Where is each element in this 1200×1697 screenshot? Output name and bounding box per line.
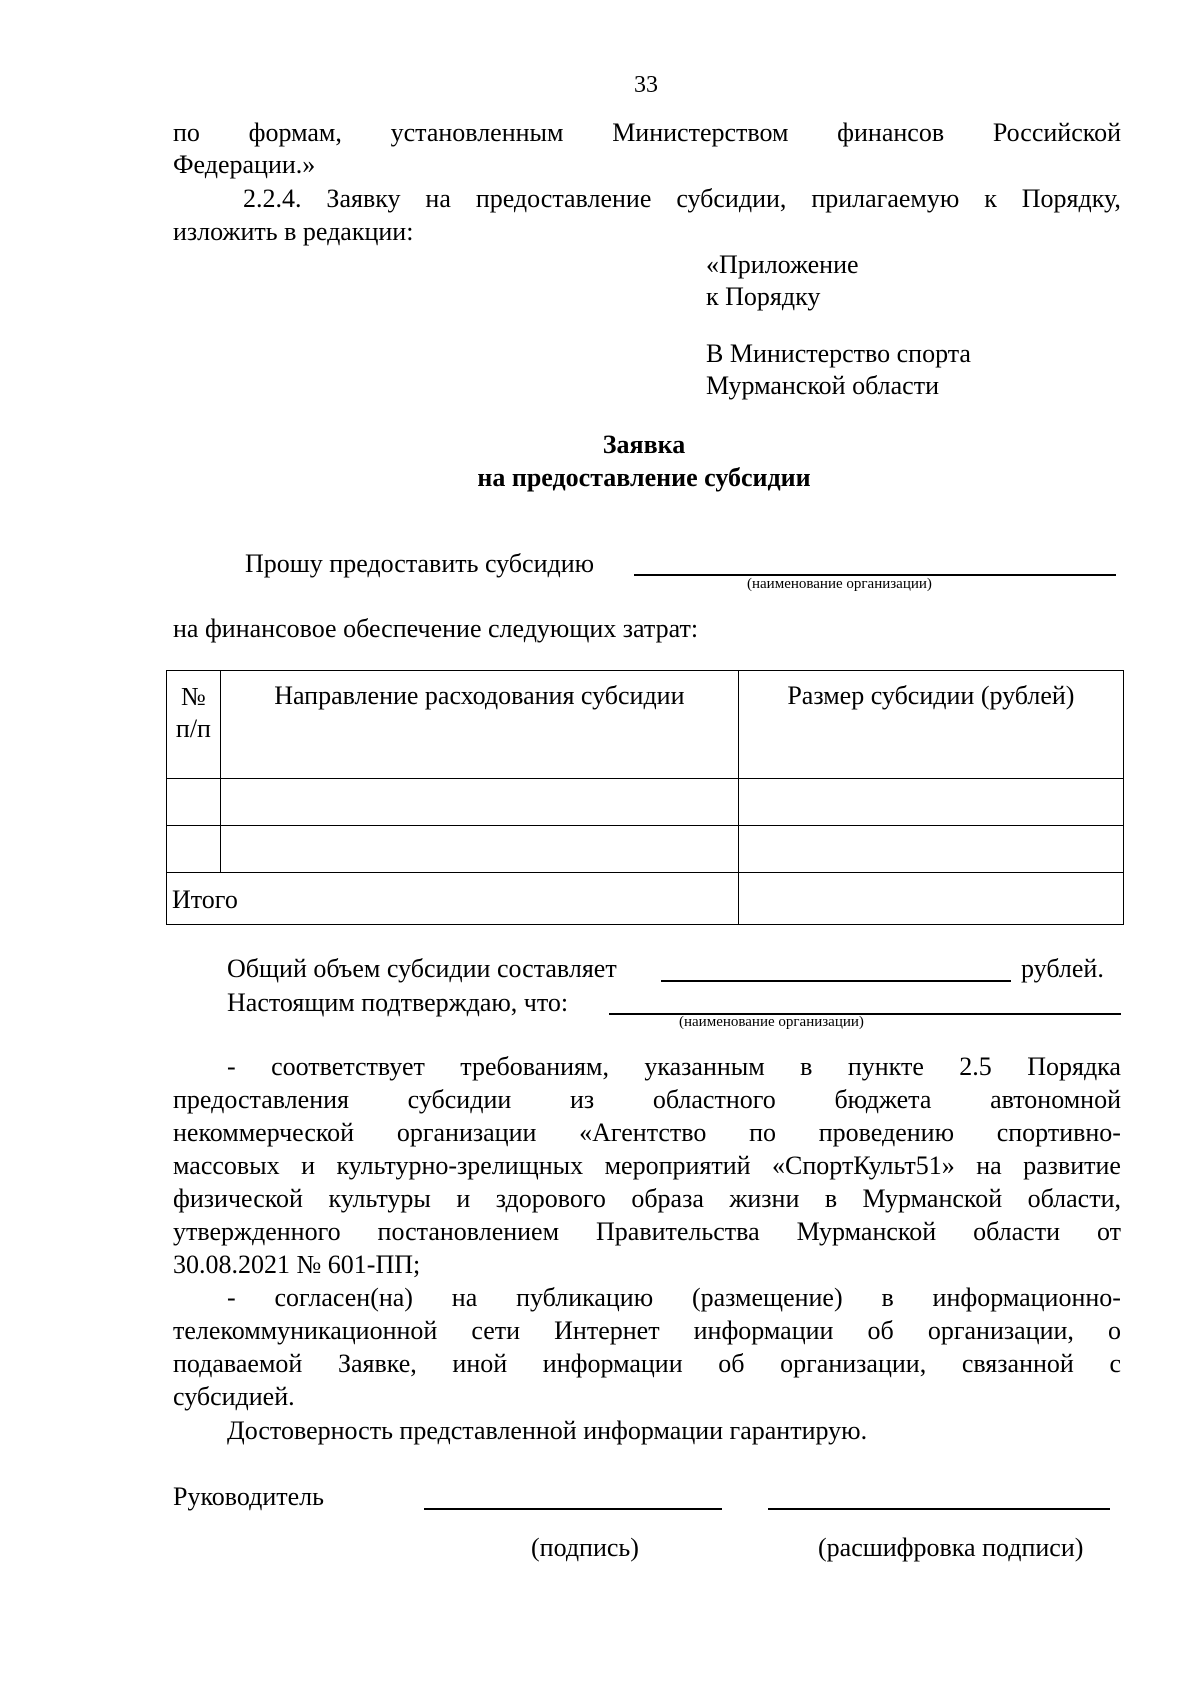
word: финансов	[837, 118, 945, 147]
addressee-line-1: В Министерство спорта	[706, 339, 971, 368]
word: в	[881, 1283, 894, 1312]
signature-decode-caption: (расшифровка подписи)	[818, 1533, 1084, 1562]
organization-name-caption-2: (наименование организации)	[679, 1014, 864, 1030]
word: бюджета	[834, 1085, 932, 1114]
word: «Агентство	[579, 1118, 707, 1147]
word: указанным	[644, 1052, 765, 1081]
word: утвержденного	[173, 1217, 341, 1246]
word: о	[1107, 1316, 1121, 1345]
total-amount-prefix: Общий объем субсидии составляет	[227, 954, 617, 983]
word: Заявку	[326, 184, 401, 213]
table-row	[167, 826, 1124, 873]
page-number: 33	[634, 72, 658, 98]
table-row	[167, 779, 1124, 826]
word: об	[718, 1349, 745, 1378]
word: автономной	[990, 1085, 1121, 1114]
word: Порядку,	[1021, 184, 1121, 213]
title-line-1: Заявка	[602, 430, 686, 459]
header-direction-label: Направление расходования субсидии	[274, 681, 685, 710]
word: мероприятий	[604, 1151, 751, 1180]
addressee-line-2: Мурманской области	[706, 371, 939, 400]
header-amount	[738, 671, 1123, 779]
word: Интернет	[554, 1316, 660, 1345]
word: «СпортКульт51»	[772, 1151, 955, 1180]
confirm-text: Настоящим подтверждаю, что:	[227, 988, 569, 1017]
costs-text: на финансовое обеспечение следующих затрат:	[173, 614, 699, 643]
word: подаваемой	[173, 1349, 303, 1378]
word: жизни	[729, 1184, 800, 1213]
organization-name-caption-1: (наименование организации)	[747, 576, 932, 592]
table-cell[interactable]	[220, 779, 738, 826]
header-number	[167, 671, 221, 779]
word: Мурманской	[796, 1217, 937, 1246]
word: областного	[652, 1085, 776, 1114]
table-total-row	[167, 873, 1124, 925]
word: Министерством	[612, 118, 789, 147]
word: спортивно-	[996, 1118, 1121, 1147]
header-number-label: № п/п	[175, 682, 211, 743]
intro-line-1	[173, 118, 1121, 148]
annex-line-2: к Порядку	[706, 282, 821, 311]
clause1-line-2	[173, 1085, 1121, 1115]
word: организации,	[927, 1316, 1074, 1345]
title-line-2: на предоставление субсидии	[477, 463, 811, 492]
word: области	[973, 1217, 1060, 1246]
word: связанной	[961, 1349, 1074, 1378]
table-cell[interactable]	[738, 826, 1123, 873]
signature-role: Руководитель	[173, 1482, 324, 1511]
word: и	[301, 1151, 316, 1180]
word: Мурманской	[862, 1184, 1003, 1213]
word: Российской	[992, 118, 1121, 147]
word: организации	[396, 1118, 537, 1147]
word: публикацию	[516, 1283, 654, 1312]
word: соответствует	[271, 1052, 425, 1081]
clause1-line-7: 30.08.2021 № 601-ПП;	[173, 1250, 421, 1279]
word: культуры	[328, 1184, 431, 1213]
word: к	[984, 184, 997, 213]
word: из	[569, 1085, 595, 1114]
word: и	[456, 1184, 471, 1213]
word: Заявке,	[337, 1349, 417, 1378]
total-label-cell	[167, 873, 739, 925]
table-cell[interactable]	[167, 826, 221, 873]
intro-line-3	[243, 184, 1121, 214]
word: проведению	[818, 1118, 954, 1147]
word: прилагаемую	[811, 184, 960, 213]
clause2-line-3	[173, 1349, 1121, 1379]
clause2-line-4: субсидией.	[173, 1382, 295, 1411]
word: субсидии	[407, 1085, 512, 1114]
guarantee-text: Достоверность представленной информации гарантирую.	[227, 1416, 868, 1445]
annex-line-1: «Приложение	[706, 250, 859, 279]
intro-line-2: Федерации.»	[173, 150, 316, 179]
total-amount-suffix: рублей.	[1021, 954, 1104, 983]
word: субсидии,	[676, 184, 787, 213]
header-amount-label: Размер субсидии (рублей)	[787, 681, 1075, 710]
word: -	[227, 1283, 236, 1312]
word: предоставления	[173, 1085, 349, 1114]
word: на	[976, 1151, 1002, 1180]
word: здорового	[495, 1184, 606, 1213]
signature-decode-field[interactable]	[768, 1508, 1110, 1510]
word: пункте	[847, 1052, 924, 1081]
word: организации,	[780, 1349, 927, 1378]
total-amount-field[interactable]	[661, 980, 1011, 982]
clause1-line-3	[173, 1118, 1121, 1148]
word: 2.5	[959, 1052, 992, 1081]
word: физической	[173, 1184, 303, 1213]
clause2-line-2	[173, 1316, 1121, 1346]
word: (размещение)	[691, 1283, 843, 1312]
header-direction	[220, 671, 738, 779]
word: в	[800, 1052, 813, 1081]
word: Правительства	[596, 1217, 760, 1246]
word: образа	[631, 1184, 704, 1213]
word: от	[1096, 1217, 1121, 1246]
table-cell[interactable]	[738, 779, 1123, 826]
word: сети	[471, 1316, 521, 1345]
word: требованиям,	[460, 1052, 609, 1081]
total-amount-cell[interactable]	[738, 873, 1123, 925]
intro-line-4: изложить в редакции:	[173, 217, 414, 246]
word: информации	[693, 1316, 834, 1345]
word: постановлением	[377, 1217, 560, 1246]
signature-caption: (подпись)	[531, 1533, 639, 1562]
request-text: Прошу предоставить субсидию	[245, 549, 595, 578]
word: формам,	[248, 118, 342, 147]
word: иной	[452, 1349, 508, 1378]
word: информационно-	[932, 1283, 1121, 1312]
word: установленным	[390, 118, 564, 147]
word: области,	[1027, 1184, 1121, 1213]
clause1-line-6	[173, 1217, 1121, 1247]
word: -	[227, 1052, 236, 1081]
table-cell[interactable]	[220, 826, 738, 873]
word: об	[867, 1316, 894, 1345]
clause1-line-1	[227, 1052, 1121, 1082]
word: согласен(на)	[274, 1283, 413, 1312]
word: с	[1109, 1349, 1121, 1378]
word: развитие	[1023, 1151, 1121, 1180]
clause1-line-4	[173, 1151, 1121, 1181]
word: Порядка	[1027, 1052, 1121, 1081]
word: предоставление	[475, 184, 652, 213]
table-header-row	[167, 671, 1124, 779]
word: телекоммуникационной	[173, 1316, 438, 1345]
clause2-line-1	[227, 1283, 1121, 1313]
costs-table	[166, 670, 1124, 925]
total-label: Итого	[172, 885, 238, 914]
word: массовых	[173, 1151, 280, 1180]
word: культурно-зрелищных	[336, 1151, 584, 1180]
word: по	[173, 118, 200, 147]
word: некоммерческой	[173, 1118, 355, 1147]
table-cell[interactable]	[167, 779, 221, 826]
word: в	[824, 1184, 838, 1213]
word: 2.2.4.	[243, 184, 302, 213]
word: на	[425, 184, 451, 213]
word: информации	[542, 1349, 683, 1378]
word: по	[749, 1118, 777, 1147]
clause1-line-5	[173, 1184, 1121, 1214]
signature-field[interactable]	[424, 1508, 722, 1510]
word: на	[451, 1283, 478, 1312]
